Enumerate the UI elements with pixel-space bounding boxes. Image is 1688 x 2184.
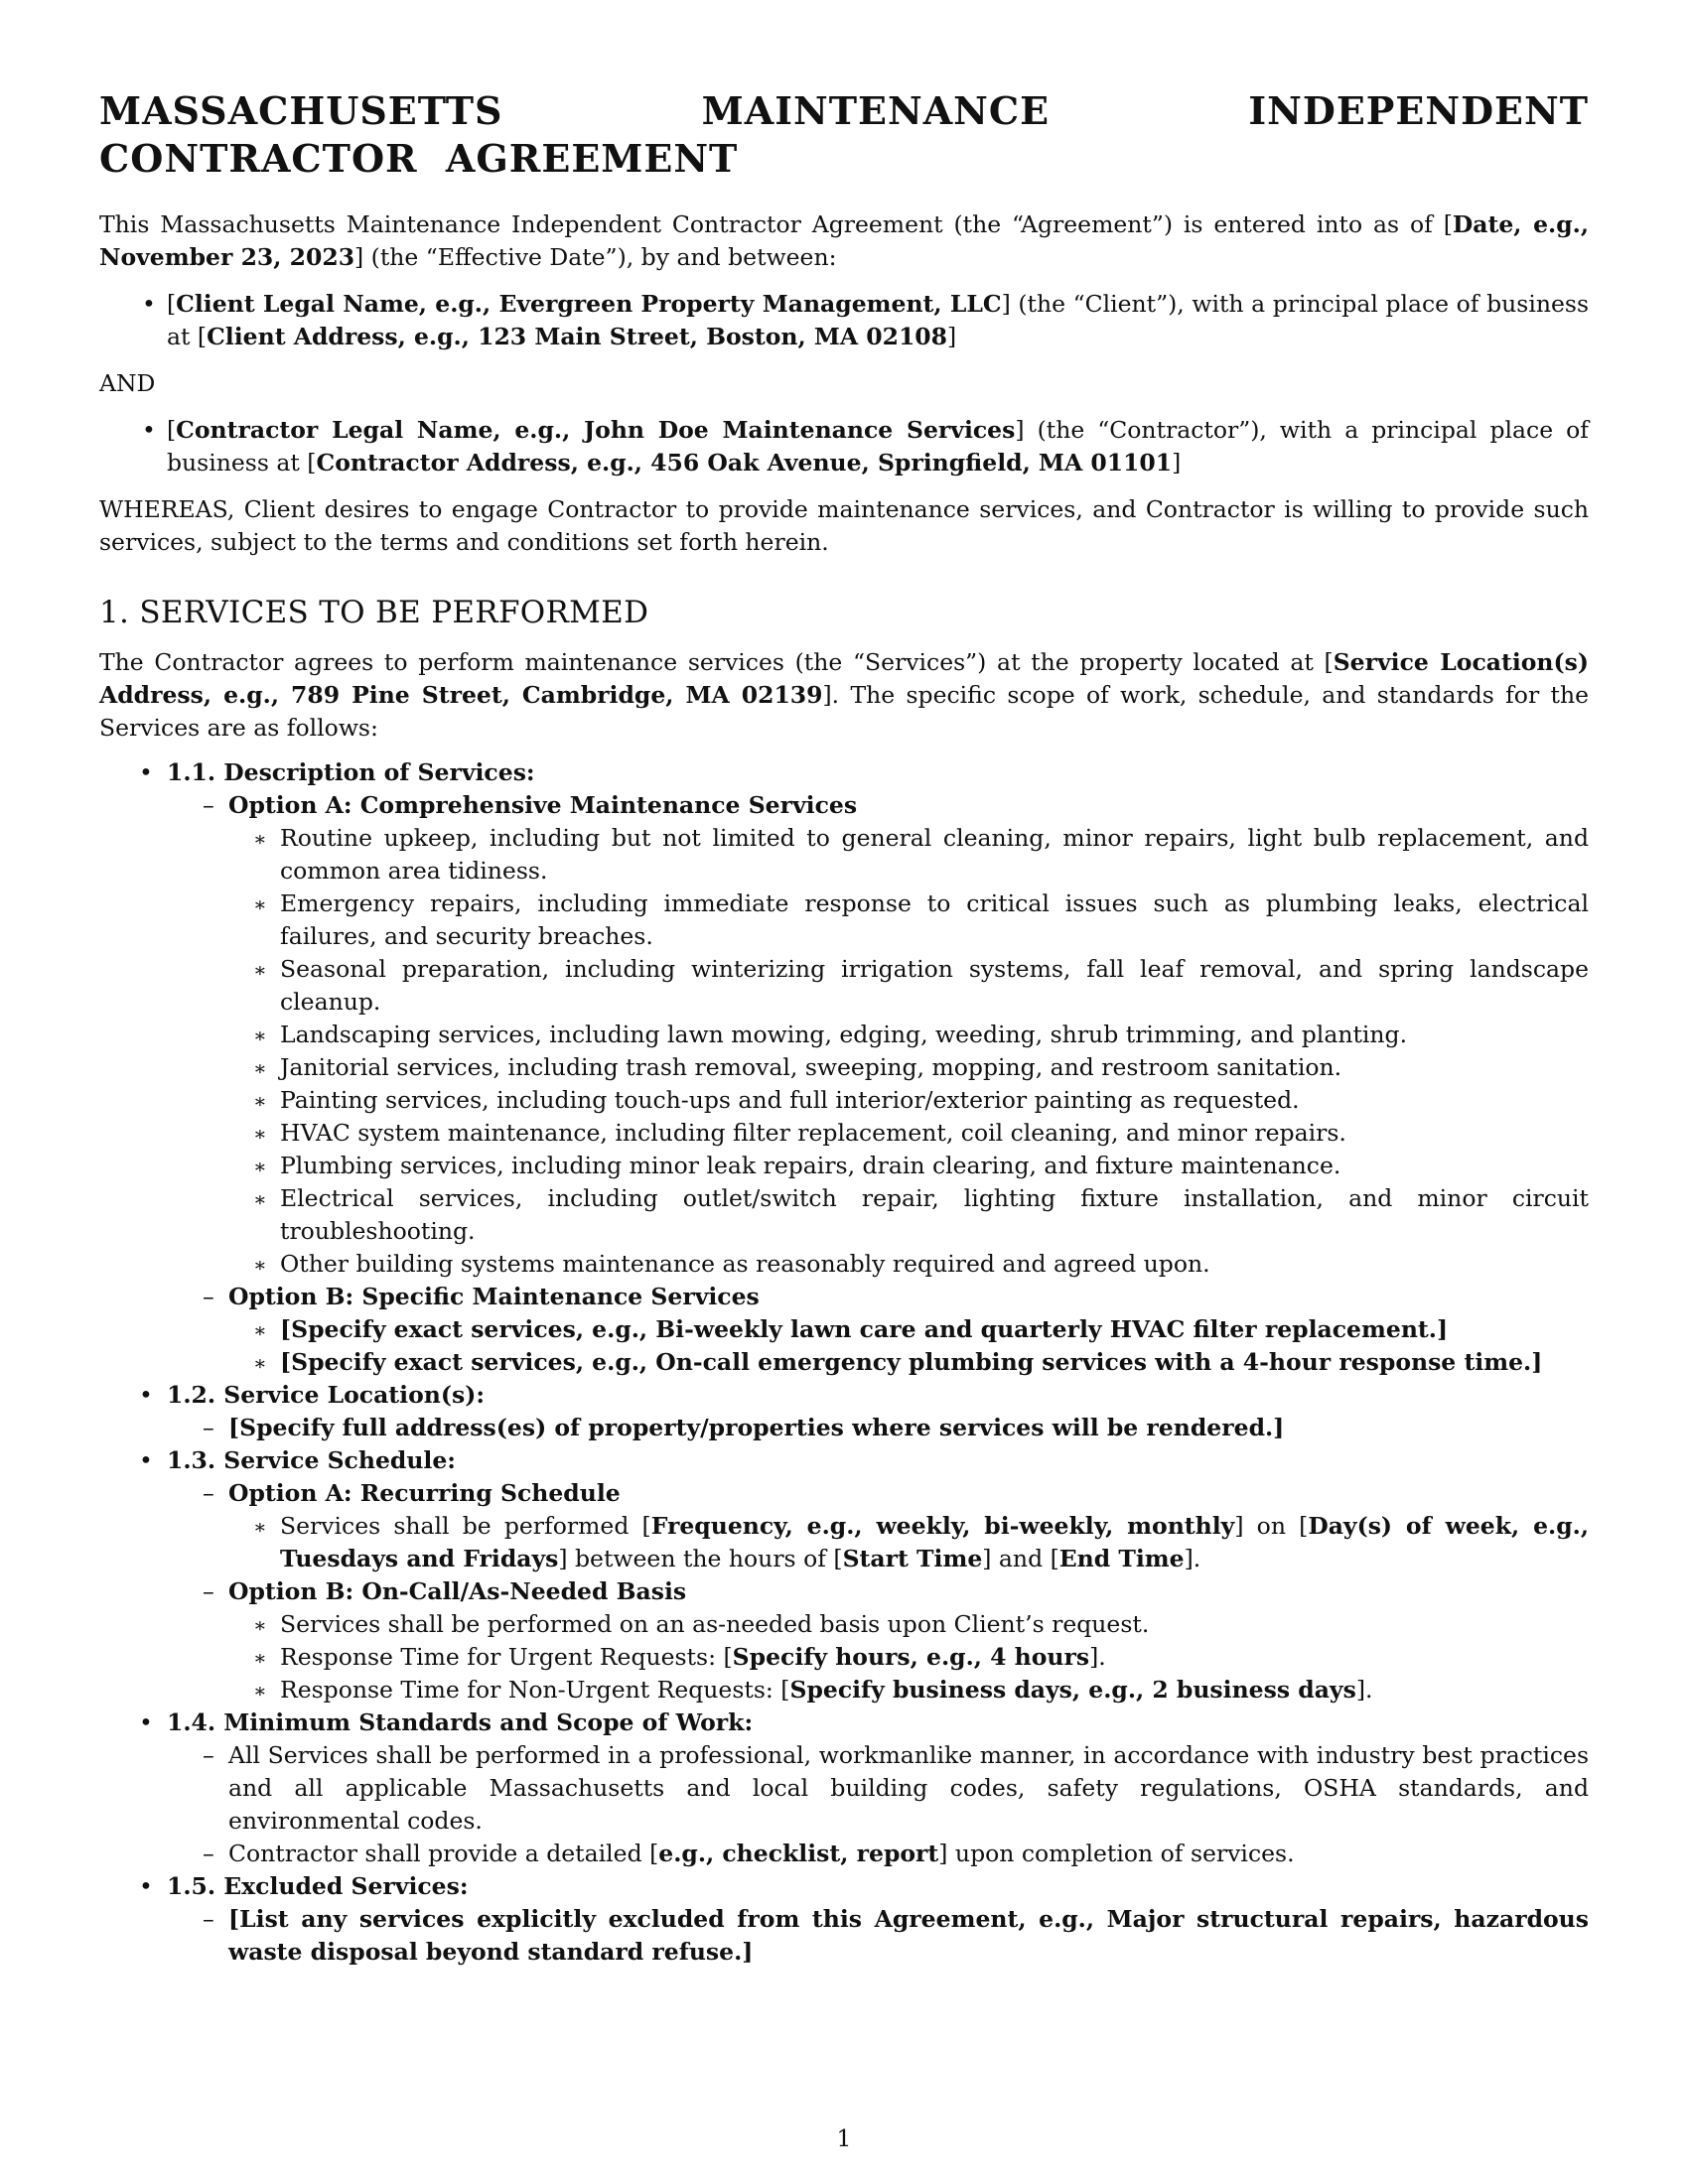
section-1-list: [99, 756, 1589, 1969]
option-a-services: – Option A: Comprehensive Maintenance Services ∗ Routine upkeep, including but not limited to general cleaning, minor repairs, light bulb replacement, and common area tidiness. ∗ Emergency repairs, including immediate response to critical issues such as plumbing leaks, electrical failures, and security breaches. ∗ Seasonal preparation, including winterizing irrigation systems, fall leaf removal, and spring landscape cleanup. ∗ Landscaping services, including lawn mowing, edging, weeding, shrub trimming, and planting. ∗ Janitorial services, including trash removal, sweeping, mopping, and restroom sanitation. ∗ Painting services, including touch-ups and full interior/exterior painting as requested. ∗ HVAC system maintenance, including filter replacement, coil cleaning, and minor repairs. ∗ Plumbing services, including minor leak repairs, drain clearing, and fixture maintenance. ∗ Electrical services, including outlet/switch repair, lighting fixture installation, and minor circuit troubleshooting. ∗ Other building systems maintenance as reasonably required and agreed upon.: [167, 789, 1589, 1281]
contractor-address-placeholder: Contractor Address, e.g., 456 Oak Avenue, Springfield, MA 01101: [316, 449, 1173, 477]
list-item-1-2: • 1.2. Service Location(s): – [Specify full address(es) of property/properties where services will be rendered.]: [99, 1379, 1589, 1444]
list-item: ∗ Emergency repairs, including immediate response to critical issues such as plumbing leaks, electrical failures, and security breaches.: [253, 889, 1589, 950]
contractor-party-list: [99, 414, 1589, 479]
list-item-1-1: • 1.1. Description of Services: – Option A: Comprehensive Maintenance Services ∗ Routine upkeep, including but not limited to general cleaning, minor repairs, light bulb replacement, and common area tidiness. ∗ Emergency repairs, including immediate response to critical issues such as plumbing leaks, electrical failures, and security breaches. ∗ Seasonal preparation, including winterizing irrigation systems, fall leaf removal, and spring landscape cleanup. ∗ Landscaping services, including lawn mowing, edging, weeding, shrub trimming, and planting. ∗ Janitorial services, including trash removal, sweeping, mopping, and restroom sanitation. ∗ Painting services, including touch-ups and full interior/exterior painting as requested. ∗ HVAC system maintenance, including filter replacement, coil cleaning, and minor repairs. ∗ Plumbing services, including minor leak repairs, drain clearing, and fixture maintenance. ∗ Electrical services, including outlet/switch repair, lighting fixture installation, and minor circuit troubleshooting. ∗ Other building systems maintenance as reasonably required and agreed upon. – Option B: Specific Maintenance Services ∗ [Specify exact services, e.g., Bi-weekly lawn care and quarterly HVAC filter replacement.] ∗ [Specify exact services, e.g., On-call emergency plumbing services with a 4-hour response time.]: [99, 756, 1589, 1379]
list-item: ∗ Plumbing services, including minor leak repairs, drain clearing, and fixture maintenance.: [253, 1152, 1341, 1179]
service-location-placeholder: Service Location(s) Address, e.g., 789 Pine Street, Cambridge, MA 02139: [99, 648, 1589, 709]
list-item: ∗ Response Time for Non-Urgent Requests: [Specify business days, e.g., 2 business days].: [253, 1676, 1373, 1704]
contractor-name-placeholder: Contractor Legal Name, e.g., John Doe Maintenance Services: [176, 416, 1016, 444]
client-name-placeholder: Client Legal Name, e.g., Evergreen Property Management, LLC: [176, 290, 1002, 318]
intro-paragraph: This Massachusetts Maintenance Independent Contractor Agreement (the “Agreement”) is entered into as of [Date, e.g., November 23, 2023] (the “Effective Date”), by and between:: [99, 210, 1590, 271]
list-item-1-4: • 1.4. Minimum Standards and Scope of Work: – All Services shall be performed in a professional, workmanlike manner, in accordance with industry best practices and all applicable Massachusetts and local building codes, safety regulations, OSHA standards, and environmental codes. – Contractor shall provide a detailed [e.g., checklist, report] upon completion of services.: [99, 1706, 1589, 1870]
list-item: – [List any services explicitly excluded from this Agreement, e.g., Major structural repairs, hazardous waste disposal beyond standard refuse.]: [203, 1905, 1589, 1966]
document-page: [99, 87, 1589, 1969]
list-item: ∗ Painting services, including touch-ups and full interior/exterior painting as requested.: [253, 1086, 1300, 1114]
list-item: – Contractor shall provide a detailed [e.g., checklist, report] upon completion of services.: [203, 1840, 1295, 1867]
contractor-party: • [Contractor Legal Name, e.g., John Doe Maintenance Services] (the “Contractor”), with a principal place of business at [Contractor Address, e.g., 456 Oak Avenue, Springfield, MA 01101]: [99, 414, 1589, 479]
client-address-placeholder: Client Address, e.g., 123 Main Street, Boston, MA 02108: [207, 323, 948, 350]
section-1-intro: The Contractor agrees to perform maintenance services (the “Services”) at the property located at [Service Location(s) Address, e.g., 789 Pine Street, Cambridge, MA 02139]. The specific scope of work, schedule, and standards for the Services are as follows:: [99, 648, 1589, 742]
list-item: ∗ Routine upkeep, including but not limited to general cleaning, minor repairs, light bulb replacement, and common area tidiness.: [253, 824, 1589, 885]
client-party-list: [99, 288, 1589, 353]
option-b-schedule: – Option B: On-Call/As-Needed Basis ∗ Services shall be performed on an as-needed basis upon Client’s request. ∗ Response Time for Urgent Requests: [Specify hours, e.g., 4 hours]. ∗ Response Time for Non-Urgent Requests: [Specify business days, e.g., 2 business days].: [167, 1575, 1589, 1706]
list-item: ∗ Services shall be performed on an as-needed basis upon Client’s request.: [253, 1610, 1150, 1638]
section-1-heading: 1. SERVICES TO BE PERFORMED: [99, 595, 649, 630]
client-party: • [Client Legal Name, e.g., Evergreen Property Management, LLC] (the “Client”), with a principal place of business at [Client Address, e.g., 123 Main Street, Boston, MA 02108]: [99, 288, 1589, 353]
list-item: ∗ Services shall be performed [Frequency, e.g., weekly, bi-weekly, monthly] on [Day(s) of week, e.g., Tuesdays and Fridays] between the hours of [Start Time] and [End Time].: [253, 1512, 1589, 1572]
list-item-1-5: • 1.5. Excluded Services: – [List any services explicitly excluded from this Agreement, e.g., Major structural repairs, hazardous waste disposal beyond standard refuse.]: [99, 1870, 1589, 1969]
list-item-1-3: • 1.3. Service Schedule: – Option A: Recurring Schedule ∗ Services shall be performed [Frequency, e.g., weekly, bi-weekly, monthly] on [Day(s) of week, e.g., Tuesdays and Fridays] between the hours of [Start Time] and [End Time]. – Option B: On-Call/As-Needed Basis ∗ Services shall be performed on an as-needed basis upon Client’s request. ∗ Response Time for Urgent Requests: [Specify hours, e.g., 4 hours]. ∗ Response Time for Non-Urgent Requests: [Specify business days, e.g., 2 business days].: [99, 1444, 1589, 1706]
page-number: 1: [836, 2124, 852, 2152]
list-item: ∗ Seasonal preparation, including winterizing irrigation systems, fall leaf removal, and spring landscape cleanup.: [253, 955, 1589, 1016]
list-item: ∗ Landscaping services, including lawn mowing, edging, weeding, shrub trimming, and planting.: [253, 1021, 1408, 1048]
list-item: ∗ [Specify exact services, e.g., Bi-weekly lawn care and quarterly HVAC filter replacement.]: [253, 1315, 1449, 1343]
date-placeholder: Date, e.g., November 23, 2023: [99, 210, 1590, 271]
whereas-paragraph: WHEREAS, Client desires to engage Contractor to provide maintenance services, and Contractor is willing to provide such services, subject to the terms and conditions set forth herein.: [99, 495, 1589, 556]
list-item: ∗ HVAC system maintenance, including filter replacement, coil cleaning, and minor repairs.: [253, 1119, 1346, 1147]
document-title: MASSACHUSETTS MAINTENANCE INDEPENDENT CONTRACTOR AGREEMENT: [99, 88, 1589, 181]
option-b-services: – Option B: Specific Maintenance Services ∗ [Specify exact services, e.g., Bi-weekly lawn care and quarterly HVAC filter replacement.] ∗ [Specify exact services, e.g., On-call emergency plumbing services with a 4-hour response time.]: [167, 1281, 1589, 1379]
list-item: – [Specify full address(es) of property/properties where services will be rendered.]: [203, 1414, 1285, 1441]
list-item: ∗ Other building systems maintenance as reasonably required and agreed upon.: [253, 1250, 1210, 1278]
list-item: – All Services shall be performed in a professional, workmanlike manner, in accordance with industry best practices and all applicable Massachusetts and local building codes, safety regulations, OSHA standards, and environmental codes.: [203, 1741, 1589, 1835]
list-item: ∗ Electrical services, including outlet/switch repair, lighting fixture installation, and minor circuit troubleshooting.: [253, 1184, 1589, 1245]
list-item: ∗ [Specify exact services, e.g., On-call emergency plumbing services with a 4-hour response time.]: [253, 1348, 1543, 1376]
and-separator: AND: [99, 369, 156, 397]
list-item: ∗ Response Time for Urgent Requests: [Specify hours, e.g., 4 hours].: [253, 1643, 1106, 1671]
option-a-schedule: – Option A: Recurring Schedule ∗ Services shall be performed [Frequency, e.g., weekly, bi-weekly, monthly] on [Day(s) of week, e.g., Tuesdays and Fridays] between the hours of [Start Time] and [End Time].: [167, 1477, 1589, 1575]
list-item: ∗ Janitorial services, including trash removal, sweeping, mopping, and restroom sanitation.: [253, 1053, 1342, 1081]
